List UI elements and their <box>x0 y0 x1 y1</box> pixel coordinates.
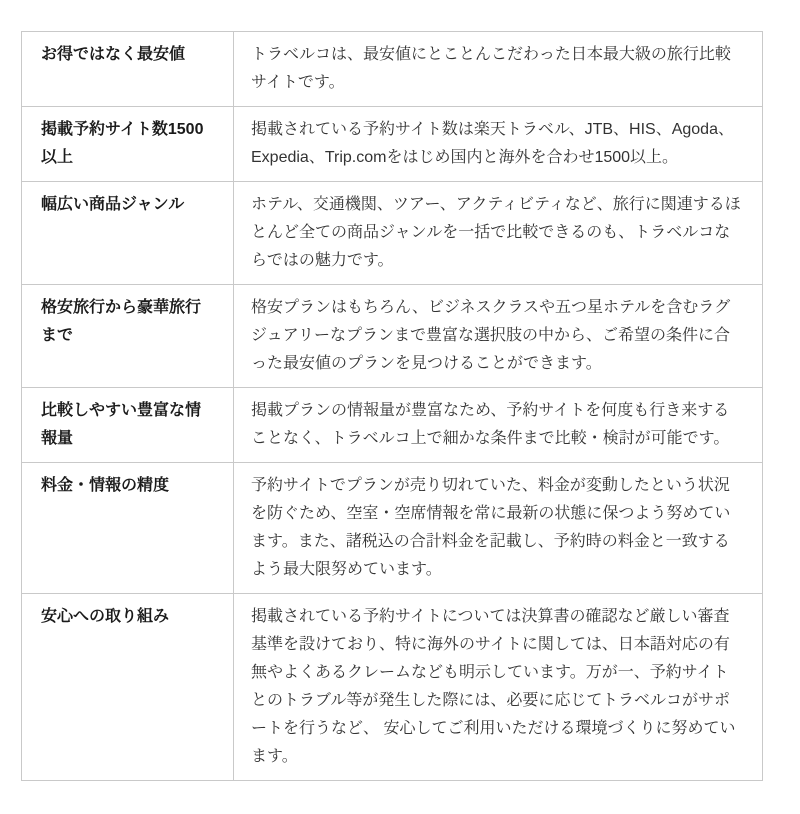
table-row <box>22 285 763 388</box>
feature-label: お得ではなく最安値 <box>22 32 234 107</box>
feature-description: 予約サイトでプランが売り切れていた、料金が変動したという状況を防ぐため、空室・空席情報を常に最新の状態に保つよう努めています。また、諸税込の合計料金を記載し、予約時の料金と一致するよう最大限努めています。 <box>234 463 763 594</box>
table-row <box>22 32 763 107</box>
table-row <box>22 388 763 463</box>
feature-description: トラベルコは、最安値にとことんこだわった日本最大級の旅行比較サイトです。 <box>234 32 763 107</box>
table-row <box>22 594 763 781</box>
feature-description: 掲載されている予約サイトについては決算書の確認など厳しい審査基準を設けており、特に海外のサイトに関しては、日本語対応の有無やよくあるクレームなども明示しています。万が一、予約サイトとのトラブル等が発生した際には、必要に応じてトラベルコがサポートを行うなど、 安心してご利用いただける環境づくりに努めています。 <box>234 594 763 781</box>
feature-label: 格安旅行から豪華旅行まで <box>22 285 234 388</box>
feature-label: 比較しやすい豊富な情報量 <box>22 388 234 463</box>
feature-label: 幅広い商品ジャンル <box>22 182 234 285</box>
table-row <box>22 107 763 182</box>
feature-label: 安心への取り組み <box>22 594 234 781</box>
table-row <box>22 463 763 594</box>
table-row <box>22 182 763 285</box>
feature-description: 掲載プランの情報量が豊富なため、予約サイトを何度も行き来することなく、トラベルコ上で細かな条件まで比較・検討が可能です。 <box>234 388 763 463</box>
feature-description: 格安プランはもちろん、ビジネスクラスや五つ星ホテルを含むラグジュアリーなプランまで豊富な選択肢の中から、ご希望の条件に合った最安値のプランを見つけることができます。 <box>234 285 763 388</box>
feature-label: 掲載予約サイト数1500以上 <box>22 107 234 182</box>
feature-description: ホテル、交通機関、ツアー、アクティビティなど、旅行に関連するほとんど全ての商品ジャンルを一括で比較できるのも、トラベルコならではの魅力です。 <box>234 182 763 285</box>
page-background <box>0 31 800 814</box>
feature-label: 料金・情報の精度 <box>22 463 234 594</box>
travelko-features-table <box>21 31 763 781</box>
feature-description: 掲載されている予約サイト数は楽天トラベル、JTB、HIS、Agoda、Expedia、Trip.comをはじめ国内と海外を合わせ1500以上。 <box>234 107 763 182</box>
